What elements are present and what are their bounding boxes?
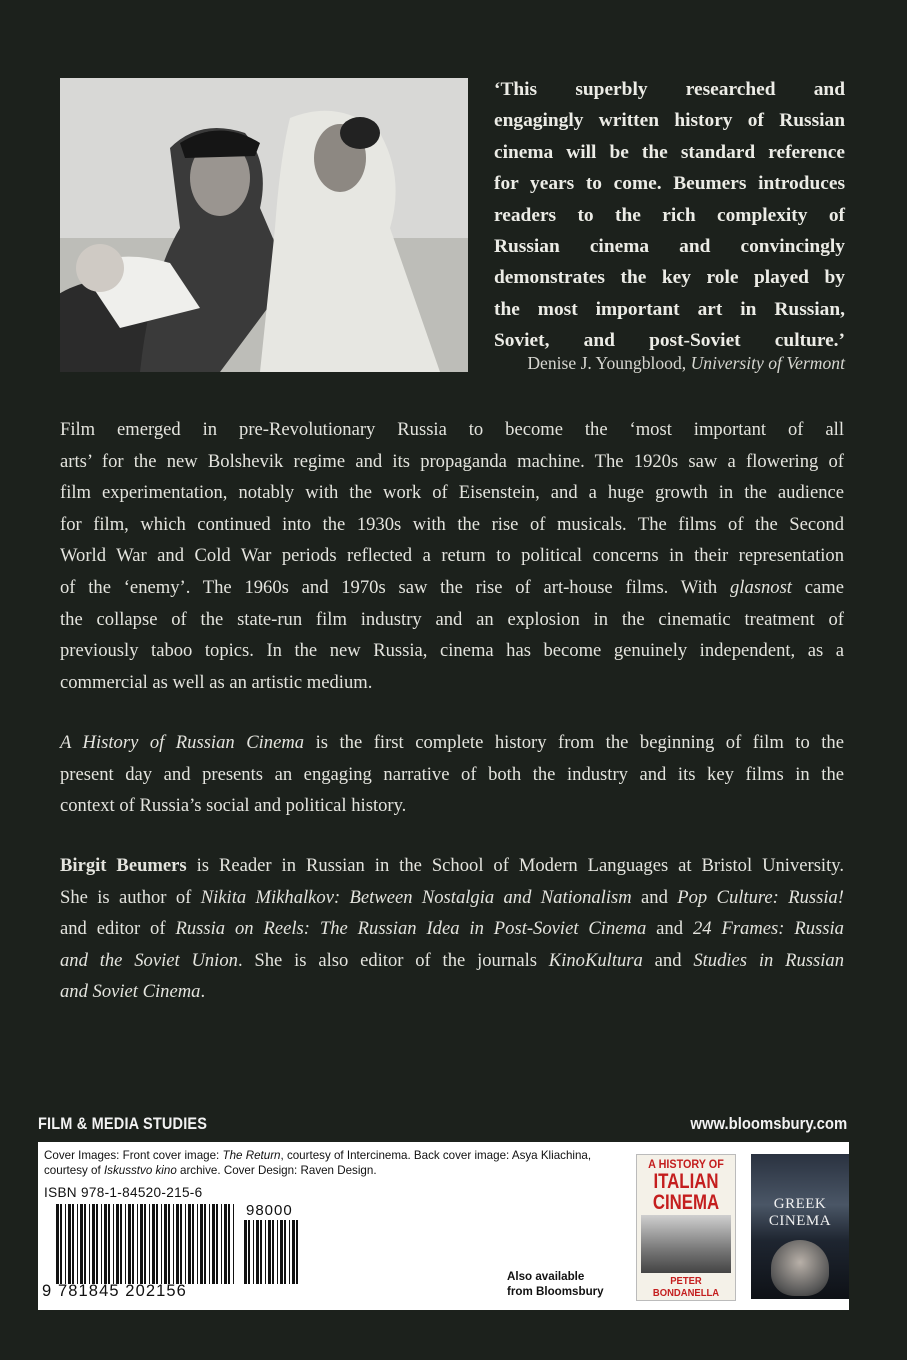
text-line: context of Russia’s social and political history. xyxy=(60,795,407,817)
glasnost-term: glasnost xyxy=(729,576,792,598)
journal-title: Studies in Russian xyxy=(693,949,844,971)
text-span: is the first complete history from the beginning of film to the xyxy=(315,732,844,753)
text-span: courtesy of xyxy=(44,1164,101,1178)
barcode-panel xyxy=(38,1142,849,1310)
text-span: of the ‘enemy’. The 1960s and 1970s saw the rise of art-house films. With xyxy=(60,576,718,598)
text-line: present day and presents an engaging narrative of both the industry and its key films in the xyxy=(60,763,844,785)
book-title: Nikita Mikhalkov: Between Nostalgia and Nationalism xyxy=(200,886,632,908)
text-span: Also available xyxy=(507,1270,585,1283)
isbn-label: ISBN 978-1-84520-215-6 xyxy=(44,1185,203,1200)
text-line: film experimentation, notably with the work of Eisenstein, and a huge growth in the audience xyxy=(60,482,844,504)
text-line xyxy=(60,976,844,1008)
text-span: . xyxy=(200,981,206,1003)
quote-author: Denise J. Youngblood, xyxy=(527,353,687,373)
text-span: Cover Images: Front cover image: xyxy=(44,1149,220,1162)
quote-line: Soviet, and post-Soviet culture.’ xyxy=(494,330,845,352)
cover-photo xyxy=(60,78,468,372)
quote-attribution xyxy=(494,353,845,374)
quote-affiliation: University of Vermont xyxy=(690,353,845,373)
film-still-photo-icon xyxy=(60,78,468,372)
text-line xyxy=(60,850,844,882)
text-line xyxy=(60,913,844,945)
text-line: World War and Cold War periods reflected a return to political concerns in their representation xyxy=(60,545,844,567)
text-line xyxy=(60,945,844,977)
author-bio xyxy=(60,850,844,1008)
text-span: and xyxy=(656,918,684,940)
text-span: is Reader in Russian in the School of Modern Languages at Bristol University. xyxy=(196,855,845,876)
magazine-title: Iskusstvo kino xyxy=(103,1164,177,1178)
text-span: and xyxy=(641,886,668,908)
book-cover-title: A HISTORY OF xyxy=(648,1157,724,1171)
quote-line: cinema will be the standard reference xyxy=(494,141,845,163)
footer-bar xyxy=(38,1112,849,1142)
description-paragraph-2 xyxy=(60,727,844,822)
text-line: the collapse of the state-run film industry and an explosion in the cinematic treatment of xyxy=(60,608,844,630)
book-cover-photo xyxy=(641,1215,731,1273)
text-line: for film, which continued into the 1930s with the rise of musicals. The films of the Second xyxy=(60,513,844,535)
book-title: A History of Russian Cinema xyxy=(60,732,305,753)
text-span: CINEMA xyxy=(768,1213,832,1229)
text-line xyxy=(60,572,844,604)
text-span: , courtesy of Intercinema. Back cover image: Asya Kliachina, xyxy=(280,1149,592,1162)
text-span: ITALIAN xyxy=(653,1170,719,1193)
also-available-label xyxy=(507,1269,604,1299)
text-line: arts’ for the new Bolshevik regime and its propaganda machine. The 1920s saw a flowering of xyxy=(60,450,844,472)
italian-cinema-book-cover xyxy=(636,1154,736,1301)
barcode-icon xyxy=(56,1204,236,1284)
book-title: Russia on Reels: The Russian Idea in Post-Soviet Cinema xyxy=(175,918,647,940)
quote-line: engagingly written history of Russian xyxy=(494,110,845,132)
film-title: The Return xyxy=(222,1149,281,1162)
category-label: FILM & MEDIA STUDIES xyxy=(38,1115,208,1133)
description-paragraph-1 xyxy=(60,414,844,698)
book-title: Pop Culture: Russia! xyxy=(677,886,844,908)
text-line: previously taboo topics. In the new Russia, cinema has become genuinely independent, as a xyxy=(60,640,844,662)
book-cover-title xyxy=(647,1171,725,1213)
endorsement-quote xyxy=(494,74,845,357)
publisher-website: www.bloomsbury.com xyxy=(690,1115,847,1133)
book-cover-author: PETER BONDANELLA xyxy=(652,1275,720,1299)
text-line: Film emerged in pre-Revolutionary Russia to become the ‘most important of all xyxy=(60,419,844,440)
text-span: came xyxy=(804,576,844,598)
text-span: GREEK xyxy=(773,1196,827,1212)
book-cover-photo xyxy=(771,1240,829,1296)
book-title: and the Soviet Union xyxy=(60,949,238,971)
price-code: 98000 xyxy=(246,1202,293,1219)
journal-title: KinoKultura xyxy=(548,949,643,971)
cover-credits xyxy=(44,1148,604,1179)
quote-line: demonstrates the key role played by xyxy=(494,267,845,289)
addon-barcode-icon xyxy=(244,1220,298,1284)
author-name: Birgit Beumers xyxy=(60,855,187,876)
text-span: archive. Cover Design: Raven Design. xyxy=(180,1164,377,1178)
text-span: CINEMA xyxy=(652,1191,720,1214)
journal-title: and Soviet Cinema xyxy=(60,981,201,1003)
text-span: She is author of xyxy=(60,886,192,908)
quote-line: for years to come. Beumers introduces xyxy=(494,173,845,195)
book-title: 24 Frames: Russia xyxy=(692,918,844,940)
ean-digits: 9 781845 202156 xyxy=(42,1282,187,1300)
text-line: commercial as well as an artistic medium. xyxy=(60,671,373,693)
text-span: and xyxy=(654,949,682,971)
text-line xyxy=(60,882,844,914)
quote-line: the most important art in Russian, xyxy=(494,298,845,320)
text-line xyxy=(60,727,844,759)
text-span: and editor of xyxy=(60,918,166,940)
book-cover-title xyxy=(751,1196,849,1230)
greek-cinema-book-cover xyxy=(751,1154,849,1299)
quote-line: readers to the rich complexity of xyxy=(494,204,845,226)
text-span: . She is also editor of the journals xyxy=(237,949,537,971)
quote-line: Russian cinema and convincingly xyxy=(494,236,845,258)
text-span: from Bloomsbury xyxy=(507,1285,604,1298)
quote-line: ‘This superbly researched and xyxy=(494,79,845,100)
